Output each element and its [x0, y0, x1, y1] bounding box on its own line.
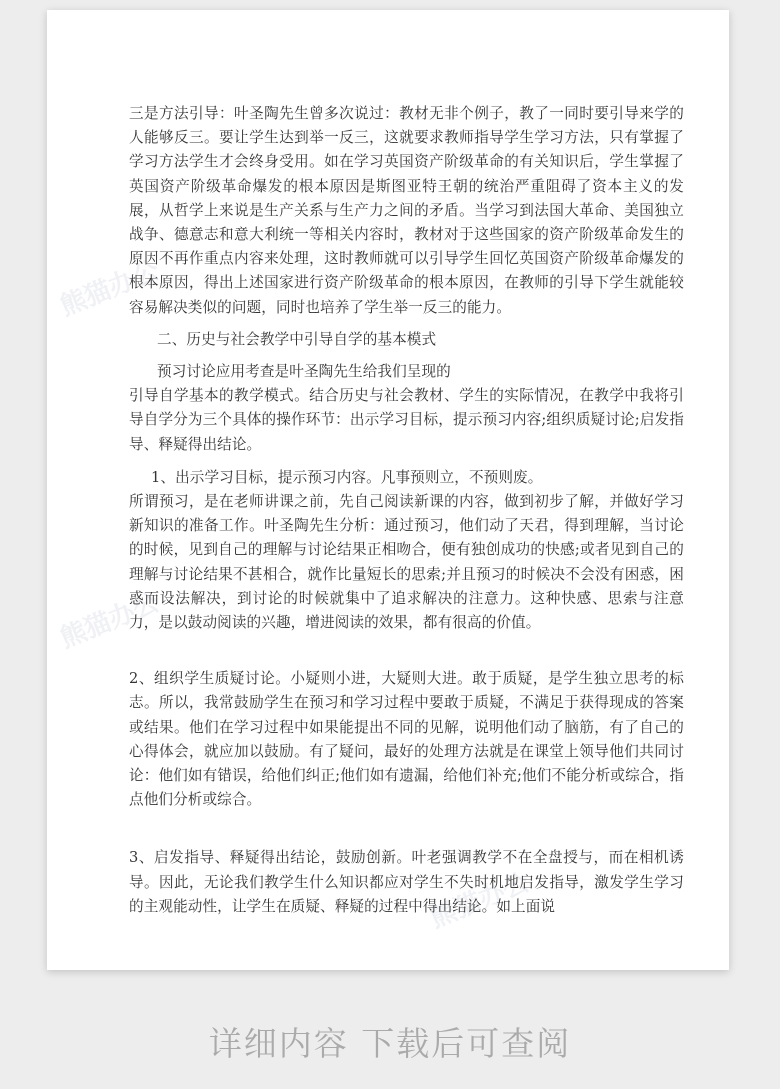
section-heading: 二、历史与社会教学中引导自学的基本模式	[157, 330, 437, 348]
item-1-title: 1、出示学习目标，提示预习内容。凡事预则立，不预则废。	[151, 468, 543, 486]
paragraph-method-guidance: 三是方法引导：叶圣陶先生曾多次说过：教材无非个例子，教了一同时要引导来学的人能够反三。要让学生达到举一反三，这就要求教师指导学生学习方法，只有掌握了学习方法学生才会终身受用。如在学习英国资产阶级革命的有关知识后，学生掌握了英国资产阶级革命爆发的根本原因是斯图亚特王朝的统治严重阻碍了资本主义的发展，从哲学上来说是生产关系与生产力之间的矛盾。当学习到法国大革命、美国独立战争、德意志和意大利统一等相关内容时，教材对于这些国家的资产阶级革命发生的原因不再作重点内容来处理，这时教师就可以引导学生回忆英国资产阶级革命爆发的根本原因，得出上述国家进行资产阶级革命的根本原因，在教师的引导下学生就能较容易解决类似的问题，同时也培养了学生举一反三的能力。	[129, 105, 684, 316]
watermark: 熊猫办公	[426, 867, 534, 935]
document-page	[47, 10, 729, 970]
watermark: 熊猫办公	[56, 255, 164, 323]
intro-first-line: 预习讨论应用考查是叶圣陶先生给我们呈现的	[157, 363, 451, 381]
item-1-body: 所谓预习，是在老师讲课之前，先自己阅读新课的内容，做到初步了解，并做好学习新知识的准备工作。叶圣陶先生分析：通过预习，他们动了天君，得到理解，当讨论的时候，见到自己的理解与讨论结果正相吻合，便有独创成功的快感;或者见到自己的理解与讨论结果不甚相合，就作比量短长的思索;并且预习的时候决不会没有困惑，困惑而设法解决，到讨论的时候就集中了追求解决的注意力。这种快感、思索与注意力，是以鼓动阅读的兴趣，增进阅读的效果，都有很高的价值。	[129, 493, 684, 632]
item-3-paragraph: 3、启发指导、释疑得出结论，鼓励创新。叶老强调教学不在全盘授与，而在相机诱导。因此，无论我们教学生什么知识都应对学生不失时机地启发指导，激发学生学习的主观能动性，让学生在质疑、释疑的过程中得出结论。如上面说	[129, 849, 684, 915]
item-2-paragraph: 2、组织学生质疑讨论。小疑则小进，大疑则大进。敢于质疑，是学生独立思考的标志。所以，我常鼓励学生在预习和学习过程中要敢于质疑，不满足于获得现成的答案或结果。他们在学习过程中如果能提出不同的见解，说明他们动了脑筋，有了自己的心得体会，就应加以鼓励。有了疑问，最好的处理方法就是在课堂上领导他们共同讨论：他们如有错误，给他们纠正;他们如有遗漏，给他们补充;他们不能分析或综合，指点他们分析或综合。	[129, 670, 684, 809]
intro-paragraph: 引导自学基本的教学模式。结合历史与社会教材、学生的实际情况，在教学中我将引导自学分为三个具体的操作环节：出示学习目标，提示预习内容;组织质疑讨论;启发指导、释疑得出结论。	[129, 387, 684, 453]
download-prompt: 详细内容 下载后可查阅	[208, 1024, 572, 1063]
watermark: 熊猫办公	[56, 587, 164, 655]
document-body	[129, 102, 684, 919]
